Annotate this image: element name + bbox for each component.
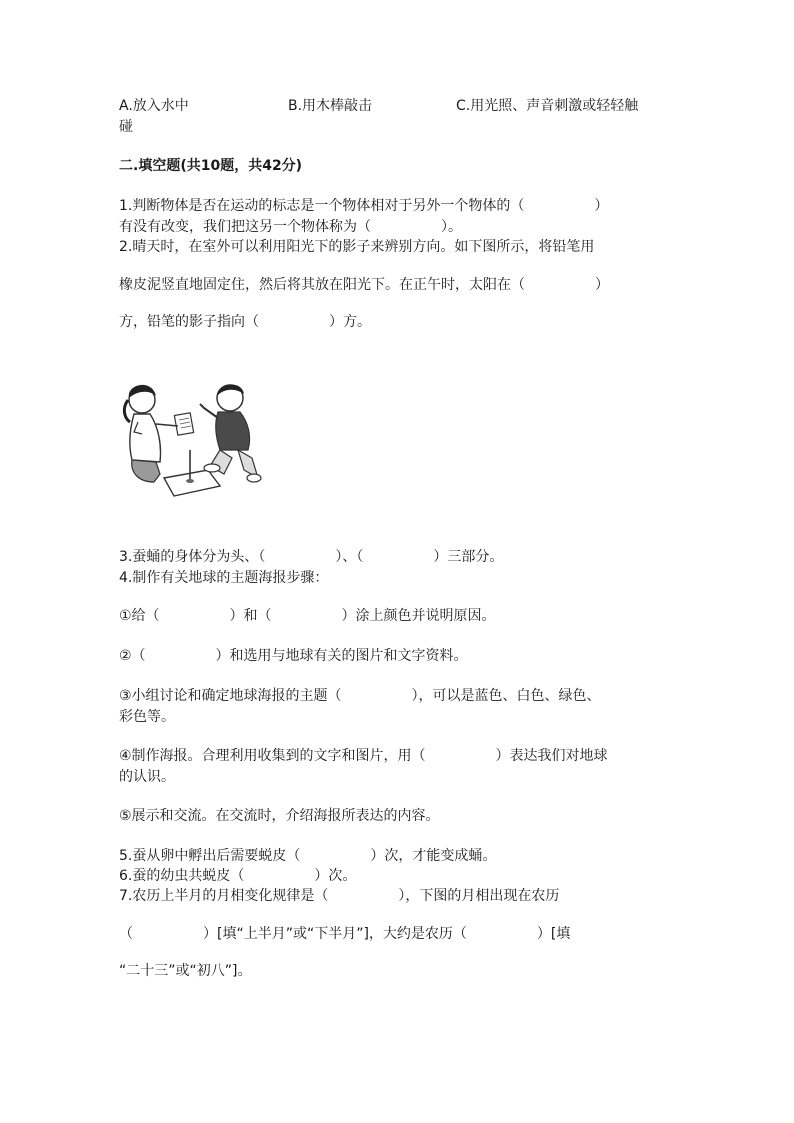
option-b: B.用木棒敲击: [288, 98, 373, 114]
question-4-step-3-line-1: ③小组讨论和确定地球海报的主题（ ），可以是蓝色、白色、绿色、: [119, 688, 601, 704]
question-7-line-3: “二十三”或“初八”]。: [119, 963, 252, 979]
question-4-step-5: ⑤展示和交流。在交流时，介绍海报所表达的内容。: [119, 808, 440, 824]
question-5: 5.蚕从卵中孵出后需要蜕皮（ ）次，才能变成蛹。: [119, 848, 497, 864]
question-4-step-2: ②（ ）和选用与地球有关的图片和文字资料。: [119, 648, 468, 664]
question-2-line-2: 橡皮泥竖直地固定住，然后将其放在阳光下。在正午时，太阳在（ ）: [119, 277, 609, 293]
option-c: C.用光照、声音刺激或轻轻触: [456, 98, 639, 114]
question-6: 6.蚕的幼虫共蜕皮（ ）次。: [119, 868, 357, 884]
option-c-continued: 碰: [119, 119, 133, 135]
section-title: 二.填空题(共10题，共42分): [119, 158, 303, 174]
question-4: 4.制作有关地球的主题海报步骤：: [119, 570, 329, 586]
question-4-step-1: ①给（ ）和（ ）涂上颜色并说明原因。: [119, 608, 496, 624]
children-pencil-shadow-illustration-icon: [120, 378, 262, 500]
question-4-step-3-line-2: 彩色等。: [119, 709, 175, 725]
question-1-line-2: 有没有改变，我们把这另一个物体称为（ ）。: [119, 219, 462, 235]
question-4-step-4-line-2: 的认识。: [119, 769, 175, 785]
option-a: A.放入水中: [119, 98, 189, 114]
question-2-line-1: 2.晴天时，在室外可以利用阳光下的影子来辨别方向。如下图所示，将铅笔用: [119, 239, 595, 255]
question-7-line-2: （ ）[填“上半月”或“下半月”]，大约是农历（ ）[填: [119, 926, 571, 942]
question-1-line-1: 1.判断物体是否在运动的标志是一个物体相对于另外一个物体的（ ）: [119, 198, 609, 214]
question-2-line-3: 方，铅笔的影子指向（ ）方。: [119, 314, 371, 330]
question-4-step-4-line-1: ④制作海报。合理利用收集到的文字和图片，用（ ）表达我们对地球: [119, 748, 608, 764]
question-3: 3.蚕蛹的身体分为头、（ ）、（ ）三部分。: [119, 549, 504, 565]
question-7-line-1: 7.农历上半月的月相变化规律是（ ），下图的月相出现在农历: [119, 888, 560, 904]
